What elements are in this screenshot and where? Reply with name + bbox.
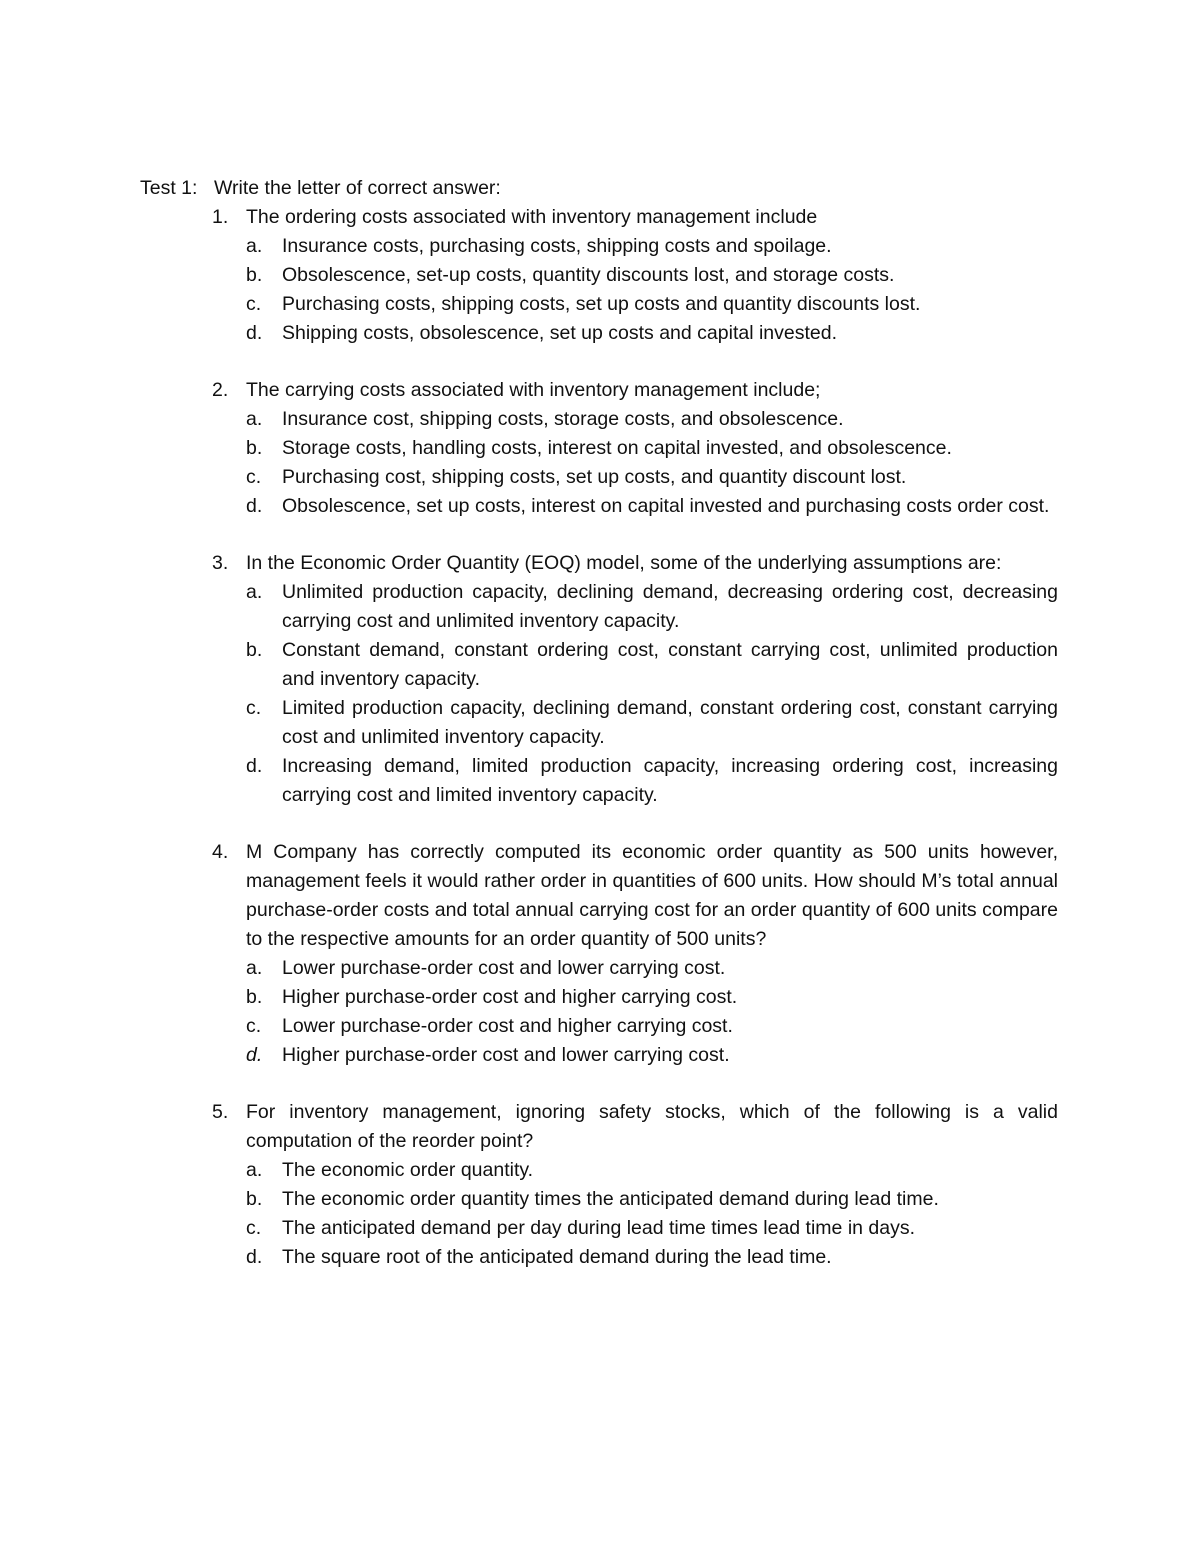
question-number: 2. [212,379,229,401]
option-letter: c. [246,1217,262,1239]
option-c [246,463,1058,492]
option-a [246,232,1058,261]
option-letter: d. [246,322,263,344]
option-a [246,405,1058,434]
option-text: Constant demand, constant ordering cost, constant carrying cost, unlimited production and inventory capacity. [282,639,1058,690]
option-text: The square root of the anticipated demand during the lead time. [282,1246,832,1268]
option-a [246,1156,1058,1185]
question-number: 1. [212,206,229,228]
question-stem: The ordering costs associated with inventory management include [246,206,818,228]
option-list [246,1156,1058,1272]
option-letter: d. [246,1044,263,1066]
option-letter: a. [246,235,263,257]
option-d [246,492,1058,521]
option-letter: b. [246,1188,263,1210]
option-letter: c. [246,1015,262,1037]
option-text: Purchasing costs, shipping costs, set up costs and quantity discounts lost. [282,293,921,315]
option-a [246,954,1058,983]
option-text: Obsolescence, set-up costs, quantity discounts lost, and storage costs. [282,264,895,286]
option-list [246,954,1058,1070]
test-header [140,174,501,203]
option-text: Limited production capacity, declining demand, constant ordering cost, constant carrying cost and unlimited inventory capacity. [282,697,1058,748]
option-c [246,290,1058,319]
option-letter: c. [246,293,262,315]
question-2 [212,376,1058,521]
option-letter: a. [246,1159,263,1181]
option-b [246,434,1058,463]
question-3 [212,549,1058,810]
option-text: Insurance cost, shipping costs, storage costs, and obsolescence. [282,408,844,430]
option-letter: a. [246,408,263,430]
option-text: Higher purchase-order cost and higher carrying cost. [282,986,738,1008]
option-b [246,983,1058,1012]
option-text: Lower purchase-order cost and higher carrying cost. [282,1015,733,1037]
option-text: Storage costs, handling costs, interest on capital invested, and obsolescence. [282,437,952,459]
option-d [246,1041,1058,1070]
option-text: The economic order quantity times the anticipated demand during lead time. [282,1188,939,1210]
option-text: The economic order quantity. [282,1159,534,1181]
option-text: Obsolescence, set up costs, interest on capital invested and purchasing costs order cost. [282,495,1050,517]
question-list [212,203,1058,1300]
option-text: Shipping costs, obsolescence, set up costs and capital invested. [282,322,837,344]
option-letter: a. [246,957,263,979]
option-letter: b. [246,264,263,286]
option-letter: c. [246,697,262,719]
option-text: Higher purchase-order cost and lower carrying cost. [282,1044,730,1066]
option-list [246,232,1058,348]
test-instruction: Write the letter of correct answer: [214,177,501,199]
question-stem: For inventory management, ignoring safety stocks, which of the following is a valid computation of the reorder point? [246,1101,1058,1152]
option-letter: b. [246,639,263,661]
option-c [246,1214,1058,1243]
option-text: Increasing demand, limited production capacity, increasing ordering cost, increasing carrying cost and limited inventory capacity. [282,755,1058,806]
option-letter: d. [246,1246,263,1268]
question-stem: The carrying costs associated with inventory management include; [246,379,821,401]
option-text: Insurance costs, purchasing costs, shipping costs and spoilage. [282,235,832,257]
option-letter: b. [246,437,263,459]
option-d [246,319,1058,348]
option-letter: b. [246,986,263,1008]
option-letter: a. [246,581,263,603]
option-text: Purchasing cost, shipping costs, set up costs, and quantity discount lost. [282,466,907,488]
option-c [246,1012,1058,1041]
option-text: Lower purchase-order cost and lower carrying cost. [282,957,726,979]
question-number: 5. [212,1101,229,1123]
question-number: 4. [212,841,229,863]
question-4 [212,838,1058,1070]
question-1 [212,203,1058,348]
question-stem: M Company has correctly computed its economic order quantity as 500 units however, management feels it would rather order in quantities of 600 units. How should M’s total annual purchase-order costs and total annual carrying cost for an order quantity of 600 units compare to the respective amounts for an order quantity of 500 units? [246,841,1058,950]
option-letter: d. [246,755,263,777]
option-d [246,1243,1058,1272]
option-b [246,636,1058,694]
question-stem: In the Economic Order Quantity (EOQ) model, some of the underlying assumptions are: [246,552,1002,574]
question-5 [212,1098,1058,1272]
option-list [246,578,1058,810]
option-letter: c. [246,466,262,488]
option-list [246,405,1058,521]
question-number: 3. [212,552,229,574]
test-label: Test 1: [140,177,198,199]
option-text: The anticipated demand per day during lead time times lead time in days. [282,1217,916,1239]
option-text: Unlimited production capacity, declining demand, decreasing ordering cost, decreasing carrying cost and unlimited inventory capacity. [282,581,1058,632]
option-b [246,261,1058,290]
option-d [246,752,1058,810]
option-c [246,694,1058,752]
option-letter: d. [246,495,263,517]
option-b [246,1185,1058,1214]
option-a [246,578,1058,636]
